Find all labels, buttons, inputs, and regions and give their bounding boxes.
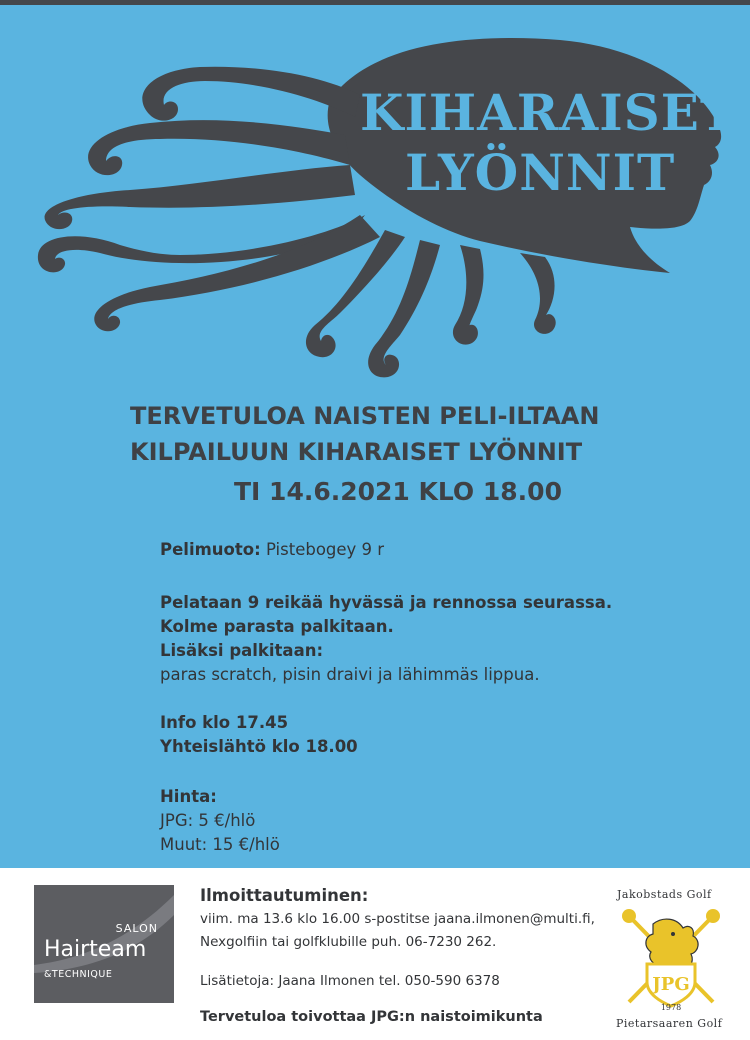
price-other: Muut: 15 €/hlö (160, 835, 280, 854)
desc-line3: Lisäksi palkitaan: (160, 641, 324, 660)
registration-line2: Nexgolfiin tai golfklubille puh. 06-7230 262. (200, 934, 497, 950)
club-name-bottom: Pietarsaaren Golf (616, 1017, 723, 1030)
crest-year: 1978 (660, 1003, 682, 1012)
headline-line1: TERVETULOA NAISTEN PELI-ILTAAN (130, 402, 600, 430)
format-value: Pistebogey 9 r (265, 540, 385, 559)
poster (0, 5, 750, 868)
info-time: Info klo 17.45 (160, 713, 289, 732)
salon-hairteam-logo (34, 885, 174, 1003)
price-label: Hinta: (160, 787, 217, 806)
technique-word: &TECHNIQUE (44, 969, 113, 980)
hairteam-word: Hairteam (44, 937, 147, 962)
format-line (160, 540, 384, 559)
welcome-line: Tervetuloa toivottaa JPG:n naistoimikunta (200, 1009, 543, 1025)
salon-word: SALON (115, 922, 158, 935)
club-name-top: Jakobstads Golf (617, 888, 712, 901)
desc-line4: paras scratch, pisin draivi ja lähimmäs lippua. (160, 665, 540, 684)
poster-title-line1: KIHARAISET (360, 83, 739, 142)
registration-line1: viim. ma 13.6 klo 16.00 s-postitse jaana.ilmonen@multi.fi, (200, 911, 595, 927)
price-jpg: JPG: 5 €/hlö (160, 811, 256, 830)
poster-title-line2: LYÖNNIT (405, 143, 676, 202)
desc-line2: Kolme parasta palkitaan. (160, 617, 394, 636)
headline-line2: KILPAILUUN KIHARAISET LYÖNNIT (130, 438, 583, 466)
headline-date: TI 14.6.2021 KLO 18.00 (234, 477, 562, 506)
more-info: Lisätietoja: Jaana Ilmonen tel. 050-590 6378 (200, 973, 500, 989)
start-time: Yhteislähtö klo 18.00 (160, 737, 358, 756)
jpg-crest-logo (615, 904, 727, 1014)
format-label: Pelimuoto: (160, 540, 261, 559)
footer (0, 868, 750, 1040)
crest-letters: JPG (652, 974, 690, 995)
woman-silhouette-illustration (0, 5, 750, 405)
desc-line1: Pelataan 9 reikää hyvässä ja rennossa seurassa. (160, 593, 613, 612)
registration-title: Ilmoittautuminen: (200, 886, 369, 905)
